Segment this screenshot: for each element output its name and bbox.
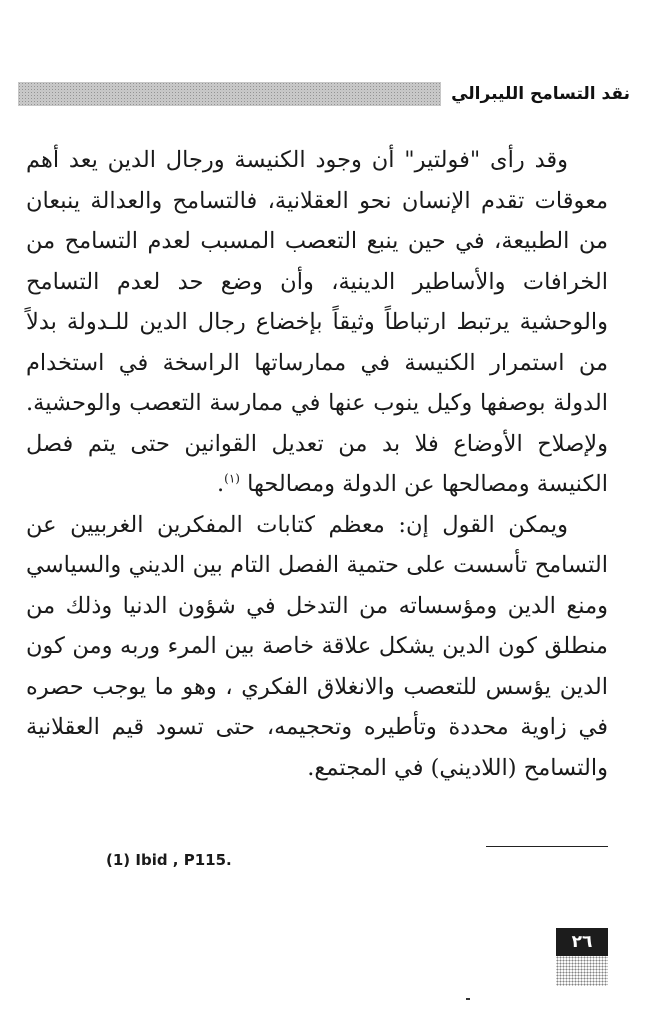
header-title: نقد التسامح الليبرالي bbox=[451, 84, 630, 104]
page-number-dot-pattern bbox=[556, 956, 608, 986]
print-speck bbox=[466, 998, 470, 1000]
paragraph-1-text: وقد رأى "فولتير" أن وجود الكنيسة ورجال الدين يعد أهم معوقات تقدم الإنسان نحو العقلانية، فالتسامح والعدالة ينبعان من الطبيعة، في حين ينبع التعصب المسبب لعدم التسامح من الخرافات والأساطير الدينية، وأن وضع حد لعدم التسامح والوحشية يرتبط ارتباطاً وثيقاً بإخضاع رجال الدين للـدولة بدلاً من استمرار الكنيسة في ممارساتها الراسخة في استخدام الدولة بوصفها وكيل ينوب عنها في ممارسة التعصب والوحشية. ولإصلاح الأوضاع فلا بد من تعديل القوانين حتى يتم فصل الكنيسة ومصالحها عن الدولة ومصالحها bbox=[26, 147, 608, 497]
footnote-separator bbox=[486, 846, 608, 847]
running-header bbox=[18, 80, 630, 108]
body-text bbox=[26, 140, 608, 788]
header-dot-pattern bbox=[18, 82, 441, 106]
footnote: (1) Ibid , P115. bbox=[106, 851, 232, 869]
paragraph-western-thinkers: ويمكن القول إن: معظم كتابات المفكرين الغربيين عن التسامح تأسست على حتمية الفصل التام بين الديني والسياسي ومنع الدين ومؤسساته من التدخل في شؤون الدنيا وذلك من منطلق كون الدين يشكل علاقة خاصة بين المرء وربه ومن كون الدين يؤسس للتعصب والانغلاق الفكري ، وهو ما يوجب حصره في زاوية محددة وتأطيره وتحجيمه، حتى تسود قيم العقلانية والتسامح (اللاديني) في المجتمع. bbox=[26, 511, 608, 781]
footnote-reference[interactable]: (١) bbox=[224, 471, 240, 486]
paragraph-voltaire: وقد رأى "فولتير" أن وجود الكنيسة ورجال الدين يعد أهم معوقات تقدم الإنسان نحو العقلانية، فالتسامح والعدالة ينبعان من الطبيعة، في حين ينبع التعصب المسبب لعدم التسامح من الخرافات والأساطير الدينية، وأن وضع حد لعدم التسامح والوحشية يرتبط ارتباطاً وثيقاً بإخضاع رجال الدين للـدولة بدلاً من استمرار الكنيسة في ممارساتها الراسخة في استخدام الدولة بوصفها وكيل ينوب عنها في ممارسة التعصب والوحشية. ولإصلاح الأوضاع فلا بد من تعديل القوانين حتى يتم فصل الكنيسة ومصالحها عن الدولة ومصالحها $^{(١)}$. bbox=[26, 147, 608, 497]
page-number: ٢٦ bbox=[556, 928, 608, 956]
